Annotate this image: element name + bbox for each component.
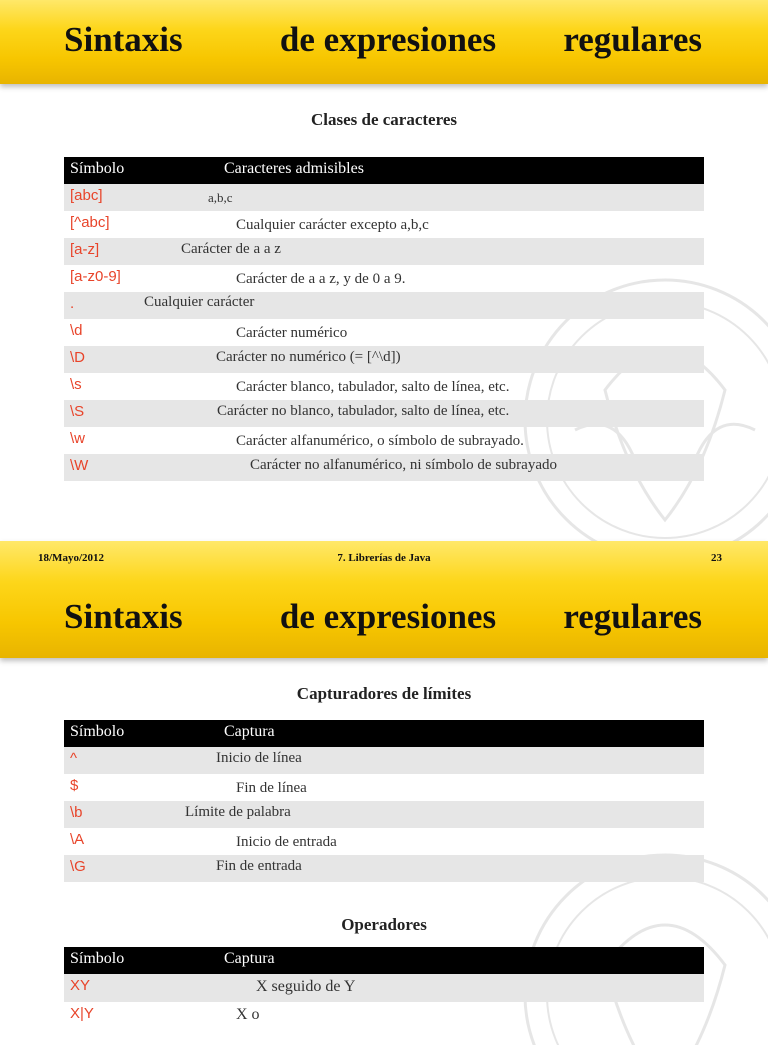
row-description: Carácter alfanumérico, o símbolo de subrayado.	[236, 433, 524, 449]
table-row	[64, 774, 704, 801]
section-title-character-classes: Clases de caracteres	[310, 110, 458, 129]
table-row	[64, 319, 704, 346]
slide-footer	[0, 552, 768, 566]
row-description: Carácter numérico	[236, 325, 348, 341]
header-capture: Captura	[224, 950, 275, 967]
row-description: X o	[236, 1006, 260, 1023]
row-symbol: \D	[70, 349, 85, 366]
footer-date: 18/Mayo/2012	[38, 552, 104, 564]
row-description: Carácter de a a z, y de 0 a 9.	[236, 271, 406, 287]
header-capture: Captura	[224, 723, 275, 740]
table-row	[64, 238, 704, 265]
title-word: de expresiones	[279, 597, 497, 636]
table-row	[64, 454, 704, 481]
row-symbol: \W	[70, 457, 89, 474]
slide1-title	[64, 20, 702, 60]
row-description: Carácter de a a z	[181, 241, 281, 257]
header-symbol: Símbolo	[70, 950, 125, 967]
row-description: Límite de palabra	[185, 804, 291, 820]
table-row	[64, 373, 704, 400]
table-row	[64, 855, 704, 882]
table-row	[64, 1002, 704, 1029]
row-symbol: \A	[70, 831, 85, 848]
row-description: Cualquier carácter	[144, 294, 255, 310]
header-allowed: Caracteres admisibles	[224, 160, 364, 177]
row-description: Fin de línea	[236, 780, 307, 796]
row-symbol: ^	[70, 750, 78, 767]
row-symbol: \w	[70, 430, 85, 447]
row-symbol: [a-z0-9]	[70, 268, 121, 285]
row-description: Fin de entrada	[216, 858, 302, 874]
table-header	[64, 157, 704, 184]
slide1-banner	[0, 0, 768, 84]
row-symbol: X|Y	[70, 1005, 94, 1022]
row-description: Inicio de entrada	[236, 834, 337, 850]
table-row	[64, 292, 704, 319]
row-symbol: [a-z]	[70, 241, 100, 258]
table-row	[64, 427, 704, 454]
table-header	[64, 720, 704, 747]
row-description: Carácter no numérico (= [^\d])	[216, 349, 401, 365]
table-row	[64, 974, 704, 1002]
row-description: a,b,c	[208, 190, 233, 205]
row-symbol: .	[70, 295, 75, 312]
section-title-boundary-matchers: Capturadores de límites	[296, 684, 472, 703]
table-row	[64, 828, 704, 855]
title-word: regulares	[563, 20, 702, 59]
title-word: regulares	[563, 597, 702, 636]
title-word: Sintaxis	[64, 20, 183, 59]
row-description: Carácter no alfanumérico, ni símbolo de subrayado	[250, 457, 557, 473]
table-row	[64, 184, 704, 211]
section-title-operators: Operadores	[341, 915, 427, 934]
row-symbol: [abc]	[70, 187, 103, 204]
row-symbol: \d	[70, 322, 83, 339]
title-word: Sintaxis	[64, 597, 183, 636]
row-description: Carácter no blanco, tabulador, salto de línea, etc.	[217, 403, 510, 419]
table-header	[64, 947, 704, 974]
row-symbol: \s	[70, 376, 82, 393]
table-row	[64, 265, 704, 292]
row-description: X seguido de Y	[256, 978, 356, 995]
slide2-title	[64, 597, 702, 637]
header-symbol: Símbolo	[70, 160, 125, 177]
row-symbol: XY	[70, 977, 91, 994]
table-row	[64, 747, 704, 774]
table-row	[64, 346, 704, 373]
footer-chapter: 7. Librerías de Java	[337, 552, 431, 564]
row-description: Inicio de línea	[216, 750, 302, 766]
row-symbol: $	[70, 777, 79, 794]
header-symbol: Símbolo	[70, 723, 125, 740]
row-symbol: \b	[70, 804, 83, 821]
table-row	[64, 211, 704, 238]
title-word: de expresiones	[279, 20, 497, 59]
row-symbol: \S	[70, 403, 85, 420]
operators-table	[64, 947, 704, 1029]
row-symbol: \G	[70, 858, 86, 875]
character-classes-table	[64, 157, 704, 481]
row-description: Cualquier carácter excepto a,b,c	[236, 217, 429, 233]
boundary-matchers-table	[64, 720, 704, 882]
table-row	[64, 400, 704, 427]
row-symbol: [^abc]	[70, 214, 110, 231]
footer-page-number: 23	[711, 552, 722, 564]
row-description: Carácter blanco, tabulador, salto de línea, etc.	[236, 379, 510, 395]
table-row	[64, 801, 704, 828]
